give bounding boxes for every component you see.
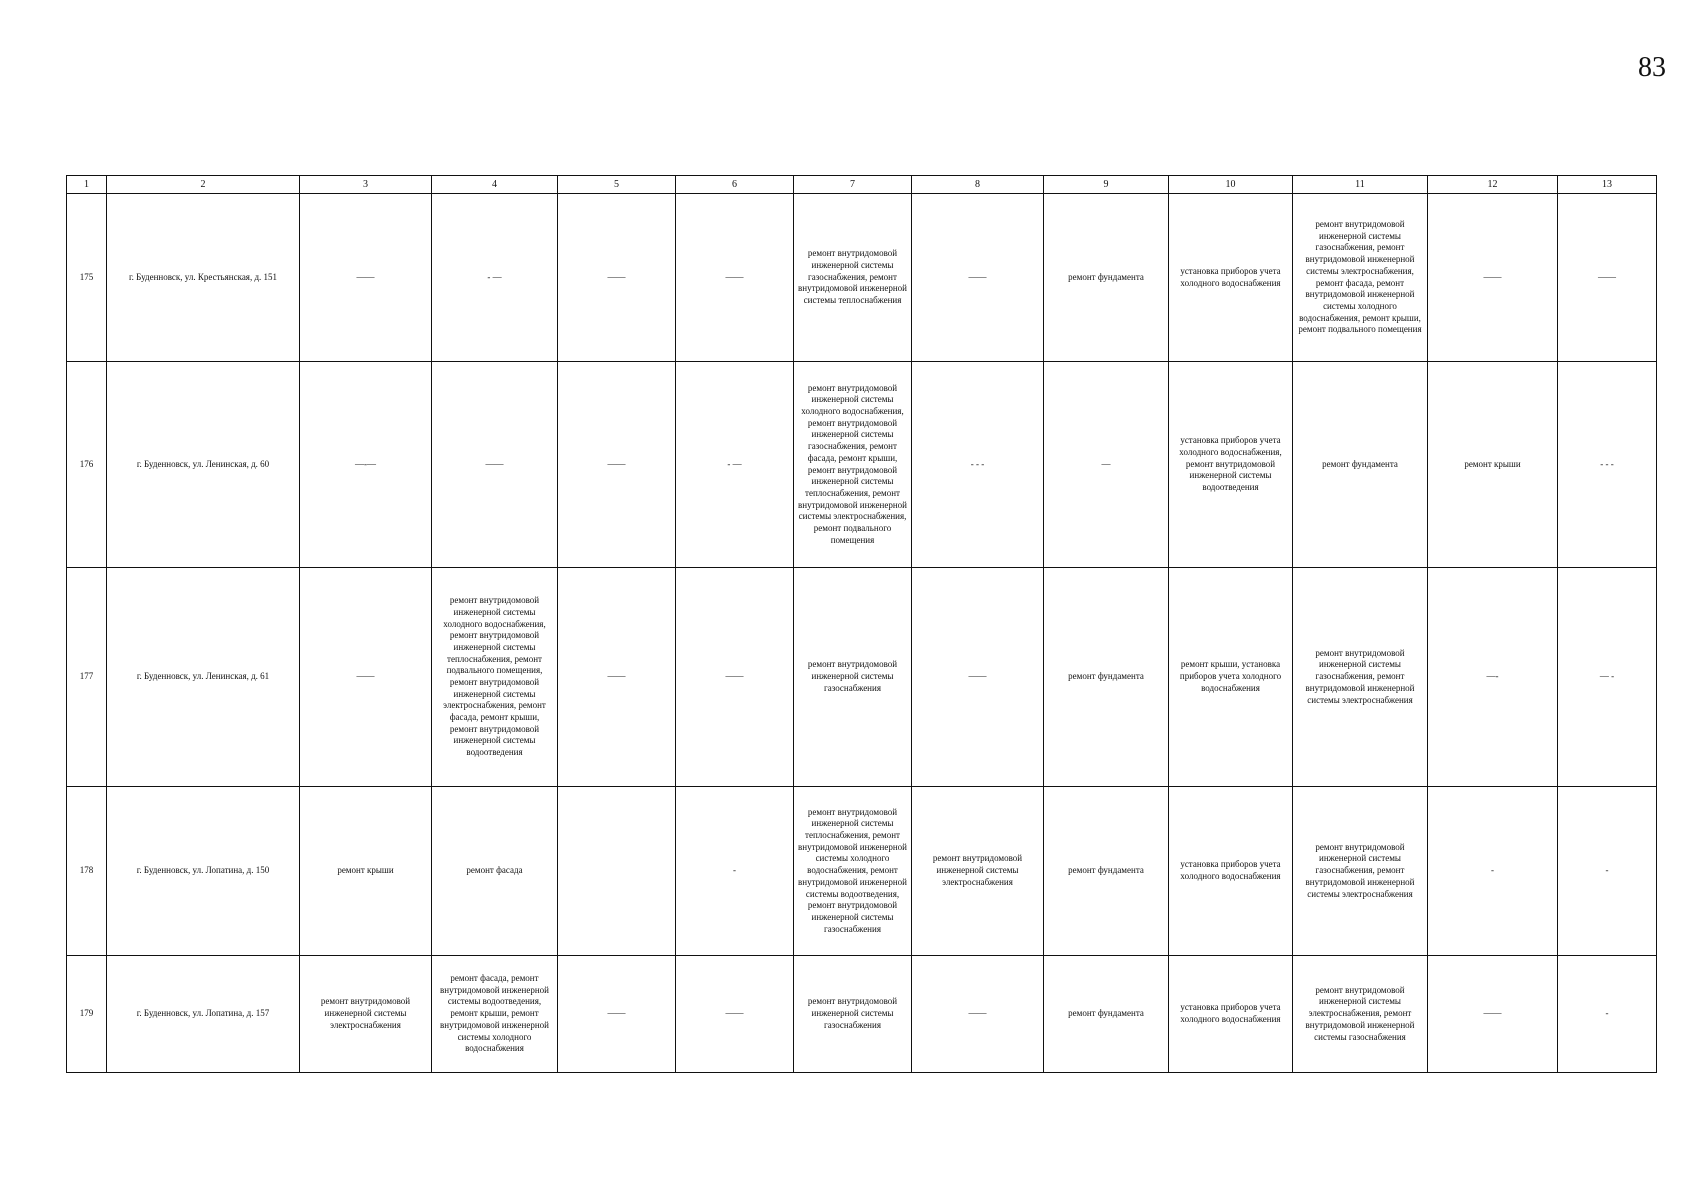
table-cell: -: [1558, 787, 1657, 956]
column-header: 5: [558, 176, 676, 194]
column-header: 8: [912, 176, 1044, 194]
column-header: 2: [107, 176, 300, 194]
table-cell: ——: [300, 194, 432, 362]
address-cell: г. Буденновск, ул. Ленинская, д. 60: [107, 362, 300, 568]
table-row: [67, 956, 1657, 1073]
column-header: 1: [67, 176, 107, 194]
table-row: [67, 568, 1657, 787]
table-cell: ремонт крыши, установка приборов учета холодного водоснабжения: [1169, 568, 1293, 787]
table-cell: ремонт внутридомовой инженерной системы холодного водоснабжения, ремонт внутридомовой инженерной системы теплоснабжения, ремонт подвального помещения, ремонт внутридомовой инженерной системы электроснабжения, ремонт фасада, ремонт крыши, ремонт внутридомовой инженерной системы водоотведения: [432, 568, 558, 787]
page-number: 83: [1638, 52, 1666, 83]
table-cell: [558, 787, 676, 956]
column-header: 9: [1044, 176, 1169, 194]
column-header: 10: [1169, 176, 1293, 194]
address-cell: г. Буденновск, ул. Ленинская, д. 61: [107, 568, 300, 787]
repair-schedule-table: [66, 175, 1657, 1073]
table-cell: —: [1044, 362, 1169, 568]
table-cell: ——: [676, 956, 794, 1073]
table-cell: ремонт внутридомовой инженерной системы газоснабжения: [794, 956, 912, 1073]
table-cell: -: [1428, 787, 1558, 956]
table-cell: - —: [676, 362, 794, 568]
table-cell: ремонт фундамента: [1044, 568, 1169, 787]
table-cell: - —: [432, 194, 558, 362]
table-cell: ——: [558, 194, 676, 362]
table-cell: ремонт внутридомовой инженерной системы газоснабжения, ремонт внутридомовой инженерной системы электроснабжения, ремонт фасада, ремонт внутридомовой инженерной системы холодного водоснабжения, ремонт крыши, ремонт подвального помещения: [1293, 194, 1428, 362]
table-cell: ремонт крыши: [1428, 362, 1558, 568]
table-cell: ремонт внутридомовой инженерной системы газоснабжения, ремонт внутридомовой инженерной системы электроснабжения: [1293, 568, 1428, 787]
column-header: 11: [1293, 176, 1428, 194]
column-header: 12: [1428, 176, 1558, 194]
table-cell: ——: [558, 362, 676, 568]
table-cell: ——: [1428, 194, 1558, 362]
table-cell: ремонт фасада: [432, 787, 558, 956]
table-cell: ——: [676, 194, 794, 362]
table-cell: - - -: [912, 362, 1044, 568]
table-cell: ремонт фундамента: [1293, 362, 1428, 568]
table-cell: ——: [912, 194, 1044, 362]
address-cell: г. Буденновск, ул. Крестьянская, д. 151: [107, 194, 300, 362]
table-cell: ——: [1428, 956, 1558, 1073]
table-cell: ремонт внутридомовой инженерной системы холодного водоснабжения, ремонт внутридомовой инженерной системы газоснабжения, ремонт фасада, ремонт крыши, ремонт внутридомовой инженерной системы теплоснабжения, ремонт внутридомовой инженерной системы электроснабжения, ремонт подвального помещения: [794, 362, 912, 568]
table-cell: установка приборов учета холодного водоснабжения, ремонт внутридомовой инженерной системы водоотведения: [1169, 362, 1293, 568]
table-cell: ——: [558, 956, 676, 1073]
table-cell: —-—: [300, 362, 432, 568]
table-cell: ремонт внутридомовой инженерной системы электроснабжения, ремонт внутридомовой инженерной системы газоснабжения: [1293, 956, 1428, 1073]
table-row: [67, 362, 1657, 568]
row-number: 179: [67, 956, 107, 1073]
table-cell: ——: [558, 568, 676, 787]
table-cell: —-: [1428, 568, 1558, 787]
address-cell: г. Буденновск, ул. Лопатина, д. 150: [107, 787, 300, 956]
table-cell: ремонт внутридомовой инженерной системы электроснабжения: [912, 787, 1044, 956]
table-row: [67, 787, 1657, 956]
column-header: 3: [300, 176, 432, 194]
row-number: 176: [67, 362, 107, 568]
table-cell: ремонт внутридомовой инженерной системы теплоснабжения, ремонт внутридомовой инженерной системы холодного водоснабжения, ремонт внутридомовой инженерной системы водоотведения, ремонт внутридомовой инженерной системы газоснабжения: [794, 787, 912, 956]
table-cell: ——: [676, 568, 794, 787]
column-header: 6: [676, 176, 794, 194]
table-cell: ремонт внутридомовой инженерной системы газоснабжения, ремонт внутридомовой инженерной системы теплоснабжения: [794, 194, 912, 362]
address-cell: г. Буденновск, ул. Лопатина, д. 157: [107, 956, 300, 1073]
table-cell: ремонт внутридомовой инженерной системы газоснабжения: [794, 568, 912, 787]
table-cell: установка приборов учета холодного водоснабжения: [1169, 956, 1293, 1073]
table-cell: ремонт фундамента: [1044, 787, 1169, 956]
row-number: 178: [67, 787, 107, 956]
table-cell: - - -: [1558, 362, 1657, 568]
table-cell: ——: [1558, 194, 1657, 362]
column-header: 7: [794, 176, 912, 194]
table-cell: ремонт фундамента: [1044, 956, 1169, 1073]
row-number: 175: [67, 194, 107, 362]
column-header: 13: [1558, 176, 1657, 194]
table-cell: ремонт крыши: [300, 787, 432, 956]
table-row: [67, 194, 1657, 362]
row-number: 177: [67, 568, 107, 787]
table-cell: -: [676, 787, 794, 956]
table-cell: ремонт внутридомовой инженерной системы газоснабжения, ремонт внутридомовой инженерной системы электроснабжения: [1293, 787, 1428, 956]
table-cell: ——: [912, 568, 1044, 787]
column-number-row: [67, 176, 1657, 194]
table-cell: — -: [1558, 568, 1657, 787]
table-cell: установка приборов учета холодного водоснабжения: [1169, 787, 1293, 956]
table-cell: установка приборов учета холодного водоснабжения: [1169, 194, 1293, 362]
column-header: 4: [432, 176, 558, 194]
table-cell: ремонт фундамента: [1044, 194, 1169, 362]
table-cell: ——: [432, 362, 558, 568]
table-cell: -: [1558, 956, 1657, 1073]
table-cell: ремонт внутридомовой инженерной системы электроснабжения: [300, 956, 432, 1073]
table-cell: ремонт фасада, ремонт внутридомовой инженерной системы водоотведения, ремонт крыши, ремонт внутридомовой инженерной системы холодного водоснабжения: [432, 956, 558, 1073]
table-cell: ——: [300, 568, 432, 787]
table-cell: ——: [912, 956, 1044, 1073]
